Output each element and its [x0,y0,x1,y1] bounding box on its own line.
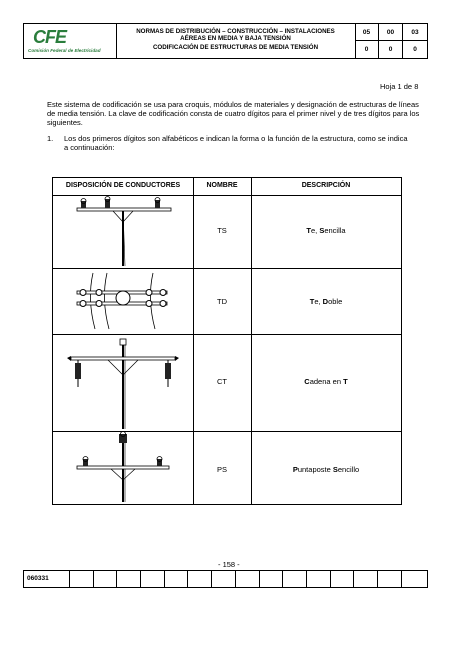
row-name: TS [217,226,227,235]
footer-cell [331,571,355,587]
logo-subtitle: Comisión Federal de Electricidad [28,48,101,53]
row-description: Cadena en T [304,377,348,386]
title-line-2: AÉREAS EN MEDIA Y BAJA TENSIÓN [180,35,291,42]
footer-cell [307,571,331,587]
footer-cell [117,571,141,587]
logo-text: CFE [33,27,66,47]
row-description: Puntaposte Sencillo [292,465,360,474]
footer-code: 060331 [24,571,70,587]
row-description: Te, Sencilla [306,226,346,235]
footer-cell [283,571,307,587]
table-row [53,269,193,334]
table-header-row [53,178,401,196]
title-line-3: CODIFICACIÓN DE ESTRUCTURAS DE MEDIA TENSIÓN [152,44,319,51]
conductor-table [52,177,402,505]
code-top-1: 05 [355,24,379,41]
footer-cell [189,571,213,587]
footer-cell [354,571,378,587]
list-text: Los dos primeros dígitos son alfabéticos e indican la forma o la función de la estructura, como se indica a continuación: [64,134,408,152]
code-top-2: 00 [379,24,403,41]
code-bottom-2: 0 [379,41,403,58]
footer-cell [260,571,284,587]
header-disposicion: DISPOSICIÓN DE CONDUCTORES [65,182,181,189]
code-bottom-1: 0 [355,41,379,58]
te-doble-icon [53,269,193,334]
document-footer [23,570,428,588]
footer-cell [94,571,118,587]
cfe-logo [24,24,117,58]
footer-cell [212,571,236,587]
row-name: TD [217,297,227,306]
footer-cell [165,571,189,587]
header-descripcion: DESCRIPCIÓN [301,182,351,189]
footer-cell [378,571,402,587]
title-line-1: NORMAS DE DISTRIBUCIÓN – CONSTRUCCIÓN – INSTALACIONES [136,28,335,35]
footer-cell [141,571,165,587]
row-name: CT [217,377,227,386]
page-number: - 158 - [218,560,240,569]
te-sencilla-icon [53,196,193,268]
list-number: 1. [47,134,54,143]
footer-cell [236,571,260,587]
document-codes [355,24,427,58]
table-row [53,196,193,268]
document-title [116,24,356,58]
row-name: PS [216,465,227,474]
header-nombre: NOMBRE [206,182,238,189]
puntaposte-sencillo-icon [53,432,193,504]
document-header [23,23,428,59]
footer-cell [402,571,426,587]
page-indicator: Hoja 1 de 8 [380,82,419,91]
footer-cell [70,571,94,587]
intro-paragraph: Este sistema de codificación se usa para croquis, módulos de materiales y designación de estructuras de líneas de media tensión. La clave de codificación consta de cuatro dígitos para el primer nivel y de tres dígitos para los siguientes. [47,100,420,127]
row-description: Te, Doble [309,297,343,306]
code-top-3: 03 [403,24,427,41]
code-bottom-3: 0 [413,46,417,53]
table-row [53,432,193,504]
table-row [53,335,193,431]
cadena-en-t-icon [53,335,193,431]
